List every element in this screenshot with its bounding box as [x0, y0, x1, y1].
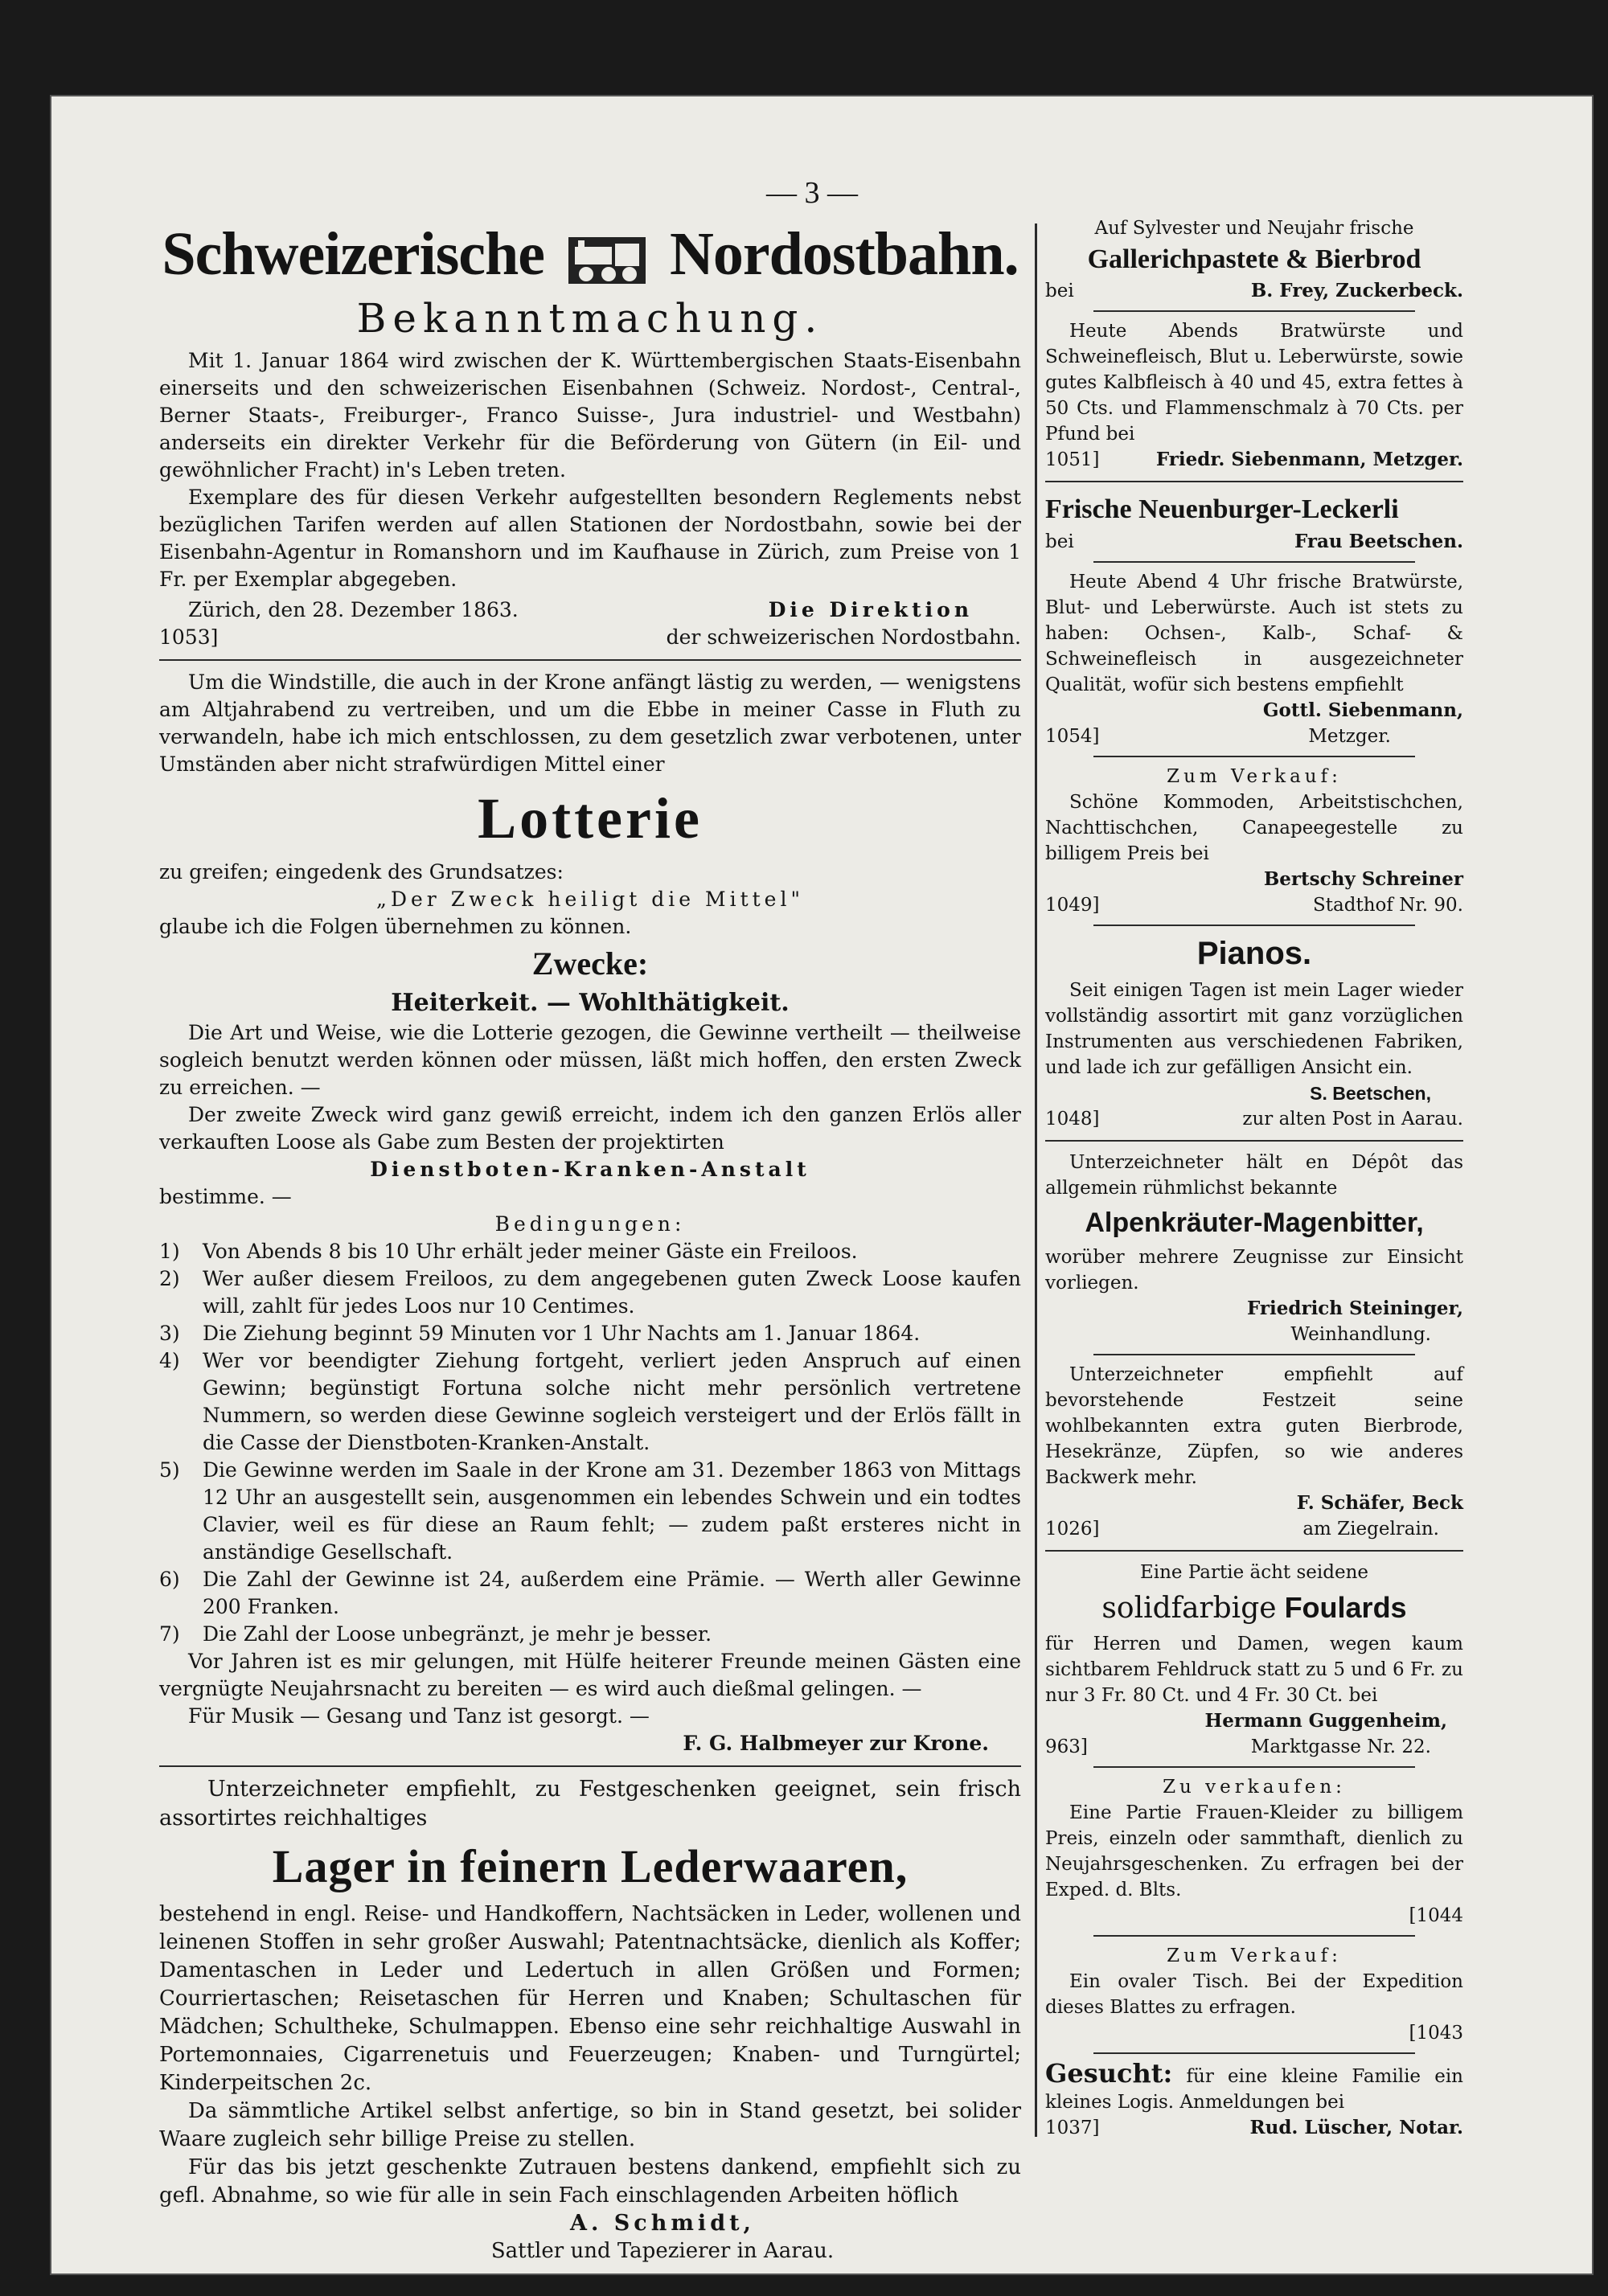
railway-title-left: Schweizerische: [162, 220, 545, 288]
ad-pianos-text: Seit einigen Tagen ist mein Lager wieder vollständig assortirt mit ganz vorzüglichen Instrumenten aus verschiedenen Fabriken, und lade ich zur gefälligen Ansicht ein.: [1045, 980, 1463, 1078]
ad-furniture-text: Schöne Kommoden, Arbeitstischchen, Nachttischchen, Canapeegestelle zu billigem Preis bei: [1045, 792, 1463, 864]
page-number: — 3 —: [766, 176, 858, 210]
ad-magenbitter: [1045, 1150, 1463, 1347]
ad-foulards-title-2: Foulards: [1284, 1591, 1407, 1624]
ad-table: [1045, 1943, 1463, 2046]
lottery-purposes: Heiterkeit. — Wohlthätigkeit.: [391, 989, 790, 1017]
lottery-determine: bestimme. —: [159, 1185, 292, 1208]
railway-date: Zürich, den 28. Dezember 1863.: [188, 598, 519, 621]
leather-paragraph-3: Für das bis jetzt geschenkte Zutrauen bestens dankend, empfiehlt sich zu gefl. Abnahme, so wie für alle in sein Fach einschlagenden Arbeiten höflich: [159, 2155, 1021, 2208]
divider: [1093, 310, 1415, 312]
lottery-signature: F. G. Halbmeyer zur Krone.: [683, 1732, 989, 1755]
ad-bratwurst-number: 1051]: [1045, 449, 1100, 470]
ad-dresses-heading: Zu verkaufen:: [1163, 1777, 1346, 1798]
condition-item: 5) Die Gewinne werden im Saale in der Krone am 31. Dezember 1863 von Mittags 12 Uhr an ausgestellt sein, ausgenommen ein lebendes Schwein und ein todtes Clavier, weil es für diese an Raum fehlt; — zudem paßt ersteres nicht in anständige Gesellschaft.: [159, 1458, 1021, 1564]
ad-wanted-name: Rud. Lüscher, Notar.: [1249, 2117, 1463, 2138]
condition-item: 2) Wer außer diesem Freiloos, zu dem angegebenen guten Zweck Loose kaufen will, zahlt für jedes Loos nur 10 Centimes.: [159, 1267, 1021, 1318]
lottery-notice: [159, 669, 1021, 1757]
ad-wanted-heading: Gesucht:: [1045, 2058, 1173, 2089]
divider: [1045, 1140, 1463, 1142]
ad-siebenmann-name: Gottl. Siebenmann,: [1262, 699, 1463, 721]
ad-foulards-title-1: solidfarbige: [1101, 1592, 1277, 1625]
leather-signature-role: Sattler und Tapezierer in Aarau.: [490, 2239, 835, 2263]
ad-siebenmann: [1045, 569, 1463, 749]
lottery-music: Für Musik — Gesang und Tanz ist gesorgt. —: [188, 1704, 650, 1728]
ad-table-heading: Zum Verkauf:: [1167, 1945, 1342, 1966]
ad-foulards: [1045, 1560, 1463, 1760]
ad-magenbitter-text: Unterzeichneter hält en Dépôt das allgemein rühmlichst bekannte: [1045, 1152, 1463, 1199]
ad-pastete-title: Gallerichpastete & Bierbrod: [1087, 244, 1421, 274]
railway-subtitle: Bekanntmachung.: [356, 295, 824, 342]
divider: [1045, 481, 1463, 482]
ad-foulards-address: Marktgasse Nr. 22.: [1250, 1736, 1431, 1757]
ad-pianos-title: Pianos.: [1196, 936, 1312, 971]
railway-paragraph-2: Exemplare des für diesen Verkehr aufgestellten besondern Reglements nebst bezüglichen Tarifen werden auf allen Stationen der Nordostbahn, sowie bei der Eisenbahn-Agentur in Romanshorn und im Kaufhause in Zürich, zum Preise von 1 Fr. per Exemplar abgegeben.: [159, 486, 1021, 591]
ad-table-number: [1043: [1409, 2023, 1463, 2044]
locomotive-icon: [567, 236, 647, 285]
divider: [1093, 1354, 1415, 1355]
lottery-institution: Dienstboten-Kranken-Anstalt: [370, 1158, 810, 1181]
ad-pastete-by: bei: [1045, 281, 1074, 301]
ad-pianos: [1045, 933, 1463, 1132]
ad-magenbitter-name: Friedrich Steininger,: [1246, 1298, 1463, 1319]
condition-item: 4) Wer vor beendigter Ziehung fortgeht, verliert jeden Anspruch auf einen Gewinn; begünstigt Fortuna solche nicht mehr persönlich vertretene Nummern, so werden diese Gewinne sogleich versteigert und der Erlös fällt in die Casse der Dienstboten-Kranken-Anstalt.: [159, 1349, 1021, 1454]
divider: [1045, 1550, 1463, 1552]
ad-baker-text: Unterzeichneter empfiehlt auf bevorstehende Festzeit seine wohlbekannten extra guten Bierbrode, Hesekränze, Züpfen, so wie anderes Backwerk mehr.: [1045, 1364, 1463, 1488]
ad-furniture-number: 1049]: [1045, 895, 1100, 916]
ad-bratwurst-name: Friedr. Siebenmann, Metzger.: [1155, 449, 1463, 470]
lottery-follow: glaube ich die Folgen übernehmen zu können.: [159, 915, 632, 938]
railway-paragraph-1: Mit 1. Januar 1864 wird zwischen der K. Württembergischen Staats-Eisenbahn einerseits und den schweizerischen Eisenbahnen (Schweiz. Nordost-, Central-, Berner Staats-, Freiburger-, Franco Suisse-, Jura industriel- und Westbahn) anderseits ein direkter Verkehr für die Beförderung von Gütern (in Eil- und gewöhnlicher Fracht) in's Leben treten.: [159, 349, 1021, 482]
lottery-purposes-heading: Zwecke:: [531, 945, 649, 982]
ad-furniture-heading: Zum Verkauf:: [1167, 766, 1342, 787]
lottery-conditions-heading: Bedingungen:: [494, 1212, 686, 1236]
ad-dresses-text: Eine Partie Frauen-Kleider zu billigem Preis, einzeln oder sammthaft, dienlich zu Neujahrsgeschenken. Zu erfragen bei der Exped. d. Blts.: [1045, 1802, 1463, 1900]
lottery-motto: „Der Zweck heiligt die Mittel": [376, 888, 804, 911]
lottery-title: Lotterie: [478, 786, 703, 851]
ad-pastete-line: Auf Sylvester und Neujahr frische: [1094, 218, 1414, 239]
ad-baker-address: am Ziegelrain.: [1302, 1519, 1439, 1540]
ad-bratwurst: [1045, 318, 1463, 473]
lottery-second: Der zweite Zweck wird ganz gewiß erreicht, indem ich den ganzen Erlös aller verkauften Loose als Gabe zum Besten der projektirten: [159, 1103, 1021, 1154]
railway-title: [159, 215, 1021, 293]
railway-sign-1: Die Direktion: [768, 598, 973, 621]
ad-foulards-number: 963]: [1045, 1736, 1088, 1757]
ad-pianos-number: 1048]: [1045, 1109, 1100, 1130]
railway-notice: [159, 215, 1021, 651]
left-column: [159, 215, 1021, 2265]
leather-signature: A. Schmidt,: [570, 2211, 755, 2236]
ad-furniture-name: Bertschy Schreiner: [1263, 868, 1463, 890]
divider: [1093, 1935, 1415, 1937]
condition-item: 7) Die Zahl der Loose unbegränzt, je mehr je besser.: [159, 1622, 712, 1646]
ad-magenbitter-text-2: worüber mehrere Zeugnisse zur Einsicht vorliegen.: [1045, 1247, 1463, 1294]
divider: [1093, 2052, 1415, 2054]
railway-number: 1053]: [159, 625, 219, 649]
ad-baker-name: F. Schäfer, Beck: [1296, 1492, 1463, 1514]
leather-intro: Unterzeichneter empfiehlt, zu Festgeschenken geeignet, sein frisch assortirtes reichhaltiges: [159, 1777, 1021, 1831]
ad-wanted-text: für eine kleine Familie ein kleines Logis. Anmeldungen bei: [1045, 2066, 1463, 2113]
ad-magenbitter-title: Alpenkräuter-Magenbitter,: [1085, 1207, 1424, 1238]
divider: [159, 1765, 1021, 1767]
ad-foulards-title: [1045, 1589, 1463, 1628]
divider: [1093, 925, 1415, 926]
ad-furniture: [1045, 764, 1463, 918]
leather-title: Lager in feinern Lederwaaren,: [272, 1840, 909, 1892]
railway-title-right: Nordostbahn.: [670, 220, 1019, 288]
railway-sign-2: der schweizerischen Nordostbahn.: [666, 625, 1021, 649]
ad-bratwurst-text: Heute Abends Bratwürste und Schweinefleisch, Blut u. Leberwürste, sowie gutes Kalbfleisch à 40 und 45, extra fettes à 50 Cts. und Flammenschmalz à 70 Cts. per Pfund bei: [1045, 321, 1463, 445]
ad-dresses: [1045, 1774, 1463, 1929]
ad-foulards-name: Hermann Guggenheim,: [1204, 1710, 1447, 1732]
ad-pastete: [1045, 215, 1463, 304]
leather-body: bestehend in engl. Reise- und Handkoffern, Nachtsäcken in Leder, wollenen und leinenen Stoffen in sehr großer Auswahl; Patentnachtsäcke, dienlich als Koffer; Damentaschen in Leder und Ledertuch in allen Größen und Formen; Courriertaschen; Reisetaschen für Herren und Knaben; Schultaschen für Mädchen; Schultheke, Schulmappen. Ebenso eine sehr reichhaltige Auswahl in Portemonnaies, Cigarrenetuis und Feuerzeugen; Knaben- und Turngürtel; Kinderpeitschen 2c.: [159, 1902, 1021, 2095]
lottery-art: Die Art und Weise, wie die Lotterie gezogen, die Gewinne vertheilt — theilweise sogleich benutzt werden können oder müssen, läßt mich hoffen, den ersten Zweck zu erreichen. —: [159, 1021, 1021, 1099]
lottery-conditions: [159, 1238, 1021, 1648]
lottery-intro: Um die Windstille, die auch in der Krone anfängt lästig zu werden, — wenigstens am Altjahrabend zu vertreiben, und um die Ebbe in meiner Casse in Fluth zu verwandeln, habe ich mich entschlossen, zu dem gesetzlich zwar verbotenen, unter Umständen aber nicht strafwürdigen Mittel einer: [159, 670, 1021, 776]
ad-foulards-text: für Herren und Damen, wegen kaum sichtbarem Fehldruck statt zu 5 und 6 Fr. zu nur 3 Fr. 80 Ct. und 4 Fr. 30 Ct. bei: [1045, 1634, 1463, 1706]
divider: [159, 659, 1021, 661]
ad-siebenmann-number: 1054]: [1045, 726, 1100, 747]
ad-leckerli-title: Frische Neuenburger-Leckerli: [1045, 494, 1399, 524]
ad-siebenmann-text: Heute Abend 4 Uhr frische Bratwürste, Blut- und Leberwürste. Auch ist stets zu haben: Ochsen-, Kalb-, Schaf- & Schweinefleisch in ausgezeichneter Qualität, wofür sich bestens empfiehlt: [1045, 572, 1463, 695]
ad-wanted-body: [1045, 2060, 1463, 2115]
ad-magenbitter-role: Weinhandlung.: [1290, 1324, 1431, 1345]
ad-pianos-name: S. Beetschen,: [1310, 1083, 1431, 1104]
ad-baker: [1045, 1362, 1463, 1542]
ad-dresses-number: [1044: [1409, 1905, 1463, 1926]
condition-item: 1) Von Abends 8 bis 10 Uhr erhält jeder meiner Gäste ein Freiloos.: [159, 1240, 858, 1263]
ad-leckerli: [1045, 490, 1463, 555]
ad-foulards-line: Eine Partie ächt seidene: [1139, 1562, 1369, 1583]
leather-paragraph-2: Da sämmtliche Artikel selbst anfertige, so bin in Stand gesetzt, bei solider Waare zugleich sehr billige Preise zu stellen.: [159, 2099, 1021, 2151]
lottery-years: Vor Jahren ist es mir gelungen, mit Hülfe heiterer Freunde meinen Gästen eine vergnügte Neujahrsnacht zu bereiten — es wird auch dießmal gelingen. —: [159, 1650, 1021, 1700]
divider: [1093, 756, 1415, 757]
right-column: [1045, 215, 1463, 2141]
column-divider: [1035, 223, 1037, 2137]
ad-leckerli-by: bei: [1045, 531, 1074, 552]
condition-item: 6) Die Zahl der Gewinne ist 24, außerdem eine Prämie. — Werth aller Gewinne 200 Franken.: [159, 1568, 1021, 1618]
ad-wanted: [1045, 2060, 1463, 2141]
divider: [1093, 561, 1415, 563]
ad-baker-number: 1026]: [1045, 1519, 1100, 1540]
ad-wanted-number: 1037]: [1045, 2118, 1100, 2138]
ad-leckerli-name: Frau Beetschen.: [1294, 531, 1463, 552]
leather-ad: [159, 1775, 1021, 2265]
ad-pianos-address: zur alten Post in Aarau.: [1242, 1109, 1463, 1130]
ad-table-text: Ein ovaler Tisch. Bei der Expedition dieses Blattes zu erfragen.: [1045, 1971, 1463, 2018]
condition-item: 3) Die Ziehung beginnt 59 Minuten vor 1 Uhr Nachts am 1. Januar 1864.: [159, 1322, 921, 1345]
ad-furniture-address: Stadthof Nr. 90.: [1313, 895, 1463, 916]
ad-siebenmann-role: Metzger.: [1308, 726, 1391, 747]
divider: [1093, 1766, 1415, 1768]
lottery-grasp: zu greifen; eingedenk des Grundsatzes:: [159, 860, 564, 884]
ad-pastete-name: B. Frey, Zuckerbeck.: [1250, 280, 1463, 301]
